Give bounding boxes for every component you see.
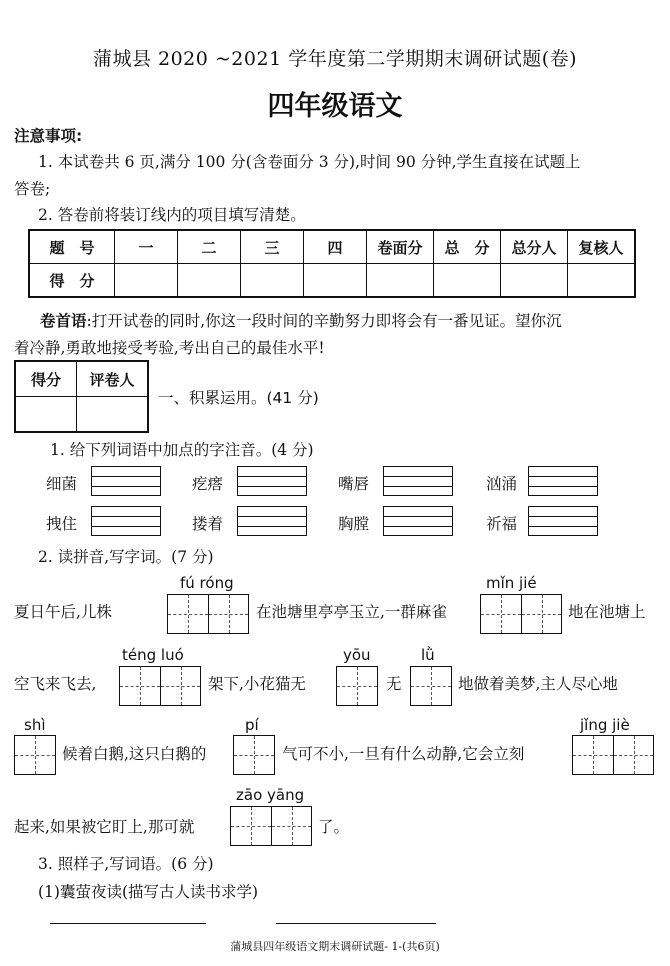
q1-word: 祈福 [486, 515, 518, 533]
score-input-cell[interactable] [115, 264, 178, 298]
pinyin-label: yōu [343, 646, 371, 664]
score-table-score-row [29, 264, 635, 298]
pinyin-answer-box[interactable] [91, 466, 161, 496]
pinyin-answer-box[interactable] [91, 506, 161, 536]
q2-text: 了。 [318, 818, 350, 836]
score-input-cell[interactable] [501, 264, 568, 298]
notice-item-1-cont: 答卷; [14, 180, 51, 198]
table-cell: 总 分 [434, 230, 501, 264]
character-grid[interactable] [410, 666, 452, 706]
notice-item-1: 1. 本试卷共 6 页,满分 100 分(含卷面分 3 分),时间 90 分钟,学生直接在试题上 [38, 153, 581, 171]
score-input-cell[interactable] [304, 264, 367, 298]
table-cell: 总分人 [501, 230, 568, 264]
q1-word: 搂着 [192, 515, 224, 533]
score-input-cell[interactable] [434, 264, 501, 298]
grader-score-input[interactable] [15, 397, 77, 433]
q2-text: 候着白鹅,这只白鹅的 [62, 745, 207, 763]
page-footer: 蒲城县四年级语文期末调研试题- 1-(共6页) [230, 940, 440, 953]
q2-text: 起来,如果被它盯上,那可就 [14, 818, 195, 836]
character-grid[interactable] [572, 735, 654, 775]
exam-title: 蒲城县 2020 ~2021 学年度第二学期期末调研试题(卷) [92, 48, 578, 70]
preface-line-2: 着冷静,勇敢地接受考验,考出自己的最佳水平! [14, 339, 325, 357]
preface-text: :打开试卷的同时,你这一段时间的辛勤努力即将会有一番见证。望你沉 [86, 312, 562, 330]
pinyin-answer-box[interactable] [528, 466, 598, 496]
q2-text: 地做着美梦,主人尽心地 [458, 675, 618, 693]
exam-subtitle: 四年级语文 [267, 91, 403, 122]
grader-score-label: 得分 [15, 361, 77, 397]
table-cell: 三 [241, 230, 304, 264]
table-cell: 复核人 [568, 230, 636, 264]
score-input-cell[interactable] [568, 264, 636, 298]
q1-word: 细菌 [46, 475, 78, 493]
character-grid[interactable] [14, 735, 56, 775]
notice-item-2: 2. 答卷前将装订线内的项目填写清楚。 [38, 206, 306, 224]
q2-text: 架下,小花猫无 [208, 675, 306, 693]
question-3-example: (1)囊萤夜读(描写古人读书求学) [38, 883, 259, 901]
character-grid[interactable] [480, 594, 562, 634]
pinyin-answer-box[interactable] [383, 506, 453, 536]
q2-text: 地在池塘上 [568, 603, 646, 621]
preface-line-1 [40, 309, 562, 331]
pinyin-label: pí [245, 716, 259, 734]
pinyin-label: zāo yāng [236, 786, 305, 804]
table-cell: 一 [115, 230, 178, 264]
character-grid[interactable] [336, 666, 378, 706]
grader-table [14, 360, 149, 433]
preface-label: 卷首语 [40, 312, 87, 330]
answer-line[interactable] [50, 923, 206, 924]
score-input-cell[interactable] [241, 264, 304, 298]
pinyin-answer-box[interactable] [528, 506, 598, 536]
q1-word: 汹涌 [486, 475, 518, 493]
pinyin-answer-box[interactable] [383, 466, 453, 496]
question-3-prompt: 3. 照样子,写词语。(6 分) [38, 855, 214, 873]
pinyin-label: shì [24, 716, 46, 734]
question-2-prompt: 2. 读拼音,写字词。(7 分) [38, 548, 214, 566]
character-grid[interactable] [119, 666, 201, 706]
q2-text: 空飞来飞去, [14, 675, 97, 693]
pinyin-label: jǐng jiè [580, 716, 630, 734]
q2-text: 气可不小,一旦有什么动静,它会立刻 [282, 745, 525, 763]
grader-name-input[interactable] [77, 397, 149, 433]
answer-line[interactable] [276, 923, 436, 924]
q2-text: 无 [386, 675, 402, 693]
notice-heading: 注意事项: [14, 127, 83, 145]
character-grid[interactable] [233, 735, 275, 775]
q1-word: 拽住 [46, 515, 78, 533]
q2-text: 在池塘里亭亭玉立,一群麻雀 [256, 603, 447, 621]
table-cell: 得 分 [29, 264, 115, 298]
pinyin-label: lǜ [421, 646, 435, 664]
pinyin-answer-box[interactable] [237, 506, 307, 536]
score-table [28, 229, 636, 298]
character-grid[interactable] [230, 806, 312, 846]
table-cell: 四 [304, 230, 367, 264]
pinyin-label: fú róng [180, 574, 234, 592]
table-cell: 题 号 [29, 230, 115, 264]
question-1-prompt: 1. 给下列词语中加点的字注音。(4 分) [50, 441, 314, 459]
q1-word: 疙瘩 [192, 475, 224, 493]
table-cell: 卷面分 [367, 230, 434, 264]
table-cell: 二 [178, 230, 241, 264]
pinyin-label: téng luó [122, 646, 184, 664]
pinyin-label: mǐn jié [486, 574, 537, 592]
q2-text: 夏日午后,儿株 [14, 603, 112, 621]
q1-word: 嘴唇 [338, 475, 370, 493]
q1-word: 胸膛 [338, 515, 370, 533]
score-input-cell[interactable] [178, 264, 241, 298]
grader-name-label: 评卷人 [77, 361, 149, 397]
section-1-title: 一、积累运用。(41 分) [158, 389, 319, 407]
character-grid[interactable] [167, 594, 249, 634]
score-input-cell[interactable] [367, 264, 434, 298]
score-table-header-row [29, 230, 635, 264]
pinyin-answer-box[interactable] [237, 466, 307, 496]
